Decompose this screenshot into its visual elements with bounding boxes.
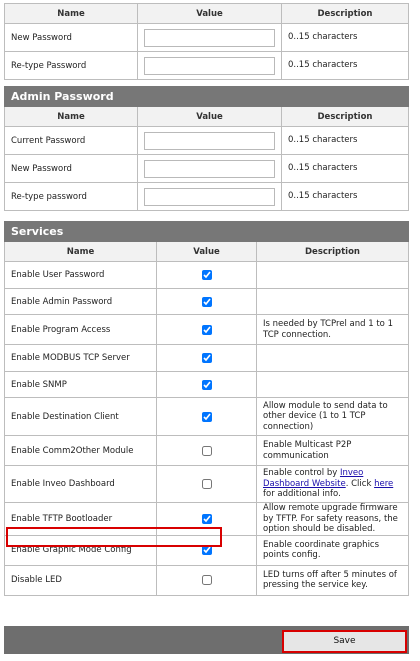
column-value-header: Value bbox=[138, 107, 282, 127]
service-checkbox[interactable] bbox=[202, 380, 212, 390]
row-label: Enable Graphic Mode Config bbox=[5, 535, 157, 565]
admin-new-password-input[interactable] bbox=[144, 160, 275, 178]
table-row bbox=[5, 372, 409, 398]
row-label: Enable User Password bbox=[5, 262, 157, 289]
column-name-header: Name bbox=[5, 242, 157, 262]
save-button[interactable]: Save bbox=[282, 630, 407, 653]
column-value-header: Value bbox=[138, 4, 282, 24]
section-title: Admin Password bbox=[5, 87, 409, 107]
table-row bbox=[5, 183, 409, 211]
row-description: Is needed by TCPrel and 1 to 1 TCP connection. bbox=[257, 315, 409, 345]
row-description bbox=[257, 345, 409, 372]
service-checkbox[interactable] bbox=[202, 412, 212, 422]
row-label: Enable MODBUS TCP Server bbox=[5, 345, 157, 372]
row-description: LED turns off after 5 minutes of pressing the service key. bbox=[257, 565, 409, 595]
row-description: Enable coordinate graphics points config. bbox=[257, 535, 409, 565]
row-description bbox=[257, 466, 409, 503]
row-description: 0..15 characters bbox=[282, 24, 409, 52]
retype-password-input[interactable] bbox=[144, 57, 275, 75]
user-password-table bbox=[4, 3, 409, 80]
description-text: . Click bbox=[345, 478, 375, 489]
row-description: 0..15 characters bbox=[282, 52, 409, 80]
table-row bbox=[5, 503, 409, 536]
service-checkbox[interactable] bbox=[202, 270, 212, 280]
row-description: Enable Multicast P2P communication bbox=[257, 436, 409, 466]
row-description: Allow remote upgrade firmware by TFTP. For safety reasons, the option should be disabled. bbox=[257, 503, 409, 536]
row-label: Enable Admin Password bbox=[5, 289, 157, 315]
service-checkbox[interactable] bbox=[202, 325, 212, 335]
row-description: Allow module to send data to other device (1 to 1 TCP connection) bbox=[257, 398, 409, 436]
header-row bbox=[5, 242, 409, 262]
row-label: Enable Inveo Dashboard bbox=[5, 466, 157, 503]
table-row bbox=[5, 466, 409, 503]
table-row bbox=[5, 535, 409, 565]
admin-password-table bbox=[4, 86, 409, 211]
header-row bbox=[5, 4, 409, 24]
description-text: for additional info. bbox=[263, 489, 341, 500]
row-label: Enable SNMP bbox=[5, 372, 157, 398]
table-row bbox=[5, 262, 409, 289]
column-description-header: Description bbox=[282, 4, 409, 24]
table-row bbox=[5, 315, 409, 345]
row-description bbox=[257, 289, 409, 315]
table-row bbox=[5, 155, 409, 183]
section-title: Services bbox=[5, 222, 409, 242]
table-row bbox=[5, 345, 409, 372]
row-label: Enable Program Access bbox=[5, 315, 157, 345]
current-password-input[interactable] bbox=[144, 132, 275, 150]
row-description: 0..15 characters bbox=[282, 183, 409, 211]
service-checkbox[interactable] bbox=[202, 575, 212, 585]
row-label: Enable TFTP Bootloader bbox=[5, 503, 157, 536]
table-row bbox=[5, 127, 409, 155]
row-description: 0..15 characters bbox=[282, 127, 409, 155]
row-label: Current Password bbox=[5, 127, 138, 155]
service-checkbox[interactable] bbox=[202, 545, 212, 555]
row-label: New Password bbox=[5, 155, 138, 183]
service-checkbox[interactable] bbox=[202, 479, 212, 489]
service-checkbox[interactable] bbox=[202, 514, 212, 524]
table-row bbox=[5, 52, 409, 80]
services-table bbox=[4, 221, 409, 596]
here-link[interactable]: here bbox=[374, 478, 394, 489]
table-row bbox=[5, 565, 409, 595]
row-label: New Password bbox=[5, 24, 138, 52]
column-name-header: Name bbox=[5, 107, 138, 127]
description-text: Enable control by bbox=[263, 468, 340, 479]
row-description bbox=[257, 372, 409, 398]
row-label: Re-type Password bbox=[5, 52, 138, 80]
row-description bbox=[257, 262, 409, 289]
row-label: Re-type password bbox=[5, 183, 138, 211]
service-checkbox[interactable] bbox=[202, 353, 212, 363]
row-description: 0..15 characters bbox=[282, 155, 409, 183]
new-password-input[interactable] bbox=[144, 29, 275, 47]
row-label: Enable Destination Client bbox=[5, 398, 157, 436]
column-description-header: Description bbox=[282, 107, 409, 127]
column-description-header: Description bbox=[257, 242, 409, 262]
admin-retype-password-input[interactable] bbox=[144, 188, 275, 206]
row-label: Enable Comm2Other Module bbox=[5, 436, 157, 466]
header-row bbox=[5, 107, 409, 127]
service-checkbox[interactable] bbox=[202, 446, 212, 456]
row-label: Disable LED bbox=[5, 565, 157, 595]
column-name-header: Name bbox=[5, 4, 138, 24]
table-row bbox=[5, 436, 409, 466]
column-value-header: Value bbox=[157, 242, 257, 262]
inveo-dashboard-link[interactable]: Inveo Dashboard Website bbox=[263, 468, 364, 489]
table-row bbox=[5, 289, 409, 315]
service-checkbox[interactable] bbox=[202, 297, 212, 307]
table-row bbox=[5, 24, 409, 52]
table-row bbox=[5, 398, 409, 436]
